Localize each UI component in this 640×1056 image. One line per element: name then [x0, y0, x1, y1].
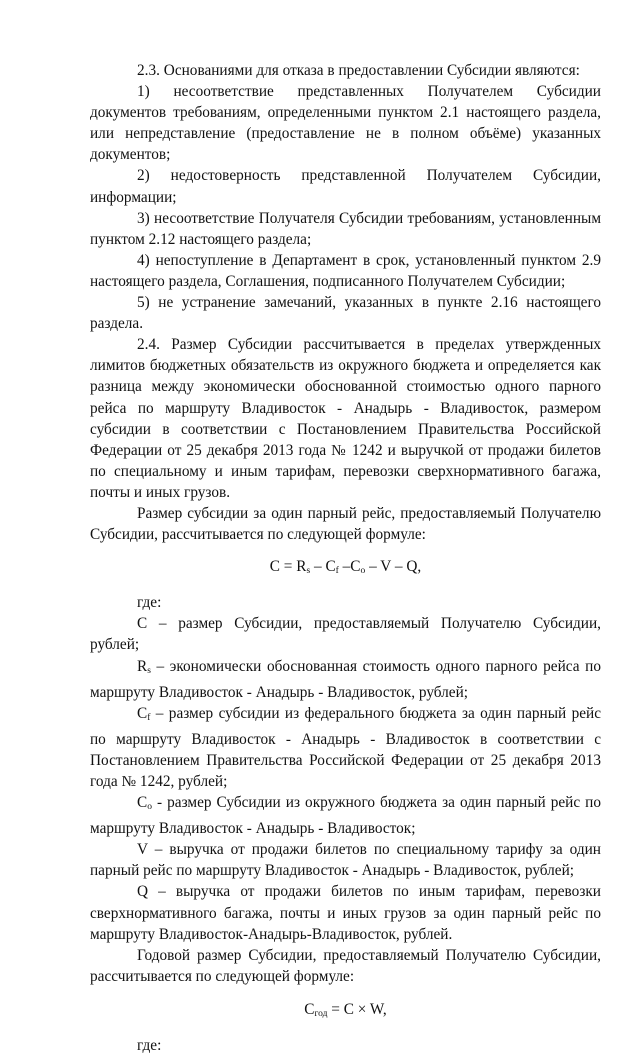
document-page	[90, 60, 601, 1056]
formula1-intro: Размер субсидии за один парный рейс, предоставляемый Получателю Субсидии, рассчитывается по следующей формуле:	[90, 504, 601, 544]
formula2-intro: Годовой размер Субсидии, предоставляемый Получателю Субсидии, рассчитывается по следующей формуле:	[90, 946, 601, 985]
refusal-reason-2: 2) недостоверность представленной Получателем Субсидии, информации;	[90, 167, 601, 206]
definition-v: V – выручка от продажи билетов по специальному тарифу за один парный рейс по маршруту Владивосток - Анадырь - Владивосток, рублей;	[90, 841, 601, 880]
definition-rs: $R_s$ – экономически обоснованная стоимость одного парного рейса по маршруту Владивосток - Анадырь - Владивосток, рублей;	[90, 657, 601, 701]
refusal-reason-3: 3) несоответствие Получателя Субсидии требованиям, установленным пунктом 2.12 настоящего раздела;	[90, 209, 601, 248]
where-label-2: где:	[137, 1037, 162, 1055]
refusal-reason-1: 1) несоответствие представленных Получателем Субсидии документов требованиям, определенными пунктом 2.1 настоящего раздела, или непредставление (предоставление не в полном объёме) указанных документов;	[90, 83, 601, 164]
section-2-4-paragraph: 2.4. Размер Субсидии рассчитывается в пределах утвержденных лимитов бюджетных обязательств из окружного бюджета и определяется как разница между экономически обоснованной стоимостью одного парного рейса по маршруту Владивосток - Анадырь - Владивосток, размером субсидии в соответствии с Постановлением Правительства Российской Федерации от 25 декабря 2013 года № 1242 и выручкой от продажи билетов по специальному и иным тарифам, перевозки сверхнормативного багажа, почты и иных грузов.	[90, 336, 601, 501]
definition-co: $C_o$ - размер Субсидии из окружного бюджета за один парный рейс по маршруту Владивосток - Анадырь - Владивосток;	[90, 794, 601, 838]
definition-c: C – размер Субсидии, предоставляемый Получателю Субсидии, рублей;	[90, 615, 601, 654]
refusal-reason-5: 5) не устранение замечаний, указанных в пункте 2.16 настоящего раздела.	[90, 294, 601, 333]
definition-q: Q – выручка от продажи билетов по иным тарифам, перевозки сверхнормативного багажа, почты и иных грузов за один парный рейс по маршруту Владивосток-Анадырь-Владивосток, рублей.	[90, 883, 601, 943]
section-2-3-heading: 2.3. Основаниями для отказа в предоставлении Субсидии являются:	[137, 62, 580, 79]
where-label-1: где:	[137, 594, 162, 612]
refusal-reason-4: 4) непоступление в Департамент в срок, установленный пунктом 2.9 настоящего раздела, Соглашения, подписанного Получателем Субсидии;	[90, 251, 601, 290]
annual-subsidy-formula: $C_{год} = C \times W$,	[304, 1000, 387, 1019]
subsidy-formula: $C = R_s - C_f$ $-C_o$ – V – Q,	[269, 558, 422, 577]
definition-cf: $C_f$ – размер субсидии из федерального бюджета за один парный рейс по маршруту Владивосток - Анадырь - Владивосток в соответствии с Постановлением Правительства Российской Федерации от 25 декабря 2013 года № 1242, рублей;	[90, 704, 601, 790]
